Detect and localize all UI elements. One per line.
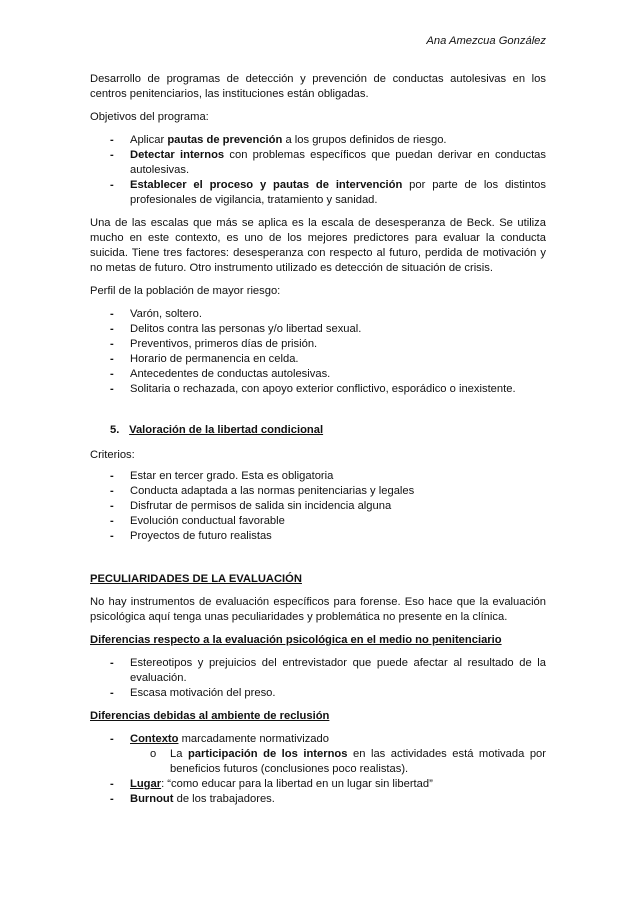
list-item: - Escasa motivación del preso. xyxy=(90,686,546,701)
risk-profile-label: Perfil de la población de mayor riesgo: xyxy=(90,285,281,297)
list-item: - Solitaria o rechazada, con apoyo exterior conflictivo, esporádico o inexistente. xyxy=(90,382,546,397)
context-sublist xyxy=(130,747,546,777)
list-item: - Establecer el proceso y pautas de intervención por parte de los distintos profesionales de vigilancia, tratamiento y sanidad. xyxy=(90,178,546,208)
list-item: - Disfrutar de permisos de salida sin incidencia alguna xyxy=(90,499,546,514)
differences-heading-2: Diferencias debidas al ambiente de reclusión xyxy=(90,710,330,722)
section-title: Valoración de la libertad condicional xyxy=(129,424,324,436)
criteria-list xyxy=(90,469,546,544)
list-item: - Antecedentes de conductas autolesivas. xyxy=(90,367,546,382)
differences-list-2 xyxy=(90,732,546,807)
header-author: Ana Amezcua González xyxy=(426,35,546,47)
section-5-heading xyxy=(110,423,546,438)
list-item: - Delitos contra las personas y/o libertad sexual. xyxy=(90,322,546,337)
peculiarities-heading: PECULIARIDADES DE LA EVALUACIÓN xyxy=(90,573,302,585)
differences-heading-1: Diferencias respecto a la evaluación psicológica en el medio no penitenciario xyxy=(90,634,502,646)
list-item: - Estereotipos y prejuicios del entrevistador que puede afectar al resultado de la evaluación. xyxy=(90,656,546,686)
list-item-burnout: - Burnout de los trabajadores. xyxy=(90,792,546,807)
list-item: - Estar en tercer grado. Esta es obligatoria xyxy=(90,469,546,484)
list-item: - Conducta adaptada a las normas penitenciarias y legales xyxy=(90,484,546,499)
document-body xyxy=(90,72,546,815)
sub-list-item: o La participación de los internos en las actividades está motivada por beneficios futuros (conclusiones poco realistas). xyxy=(130,747,546,777)
list-item: - Evolución conductual favorable xyxy=(90,514,546,529)
list-item: - Proyectos de futuro realistas xyxy=(90,529,546,544)
list-item: - Varón, soltero. xyxy=(90,307,546,322)
objectives-list xyxy=(90,133,546,208)
list-item: - Preventivos, primeros días de prisión. xyxy=(90,337,546,352)
objectives-label: Objetivos del programa: xyxy=(90,111,209,123)
differences-list-1 xyxy=(90,656,546,701)
list-item: - Detectar internos con problemas específicos que puedan derivar en conductas autolesivas. xyxy=(90,148,546,178)
intro-paragraph: Desarrollo de programas de detección y prevención de conductas autolesivas en los centros penitenciarios, las instituciones están obligadas. xyxy=(90,73,546,100)
list-item-context: - Contexto marcadamente normativizado o La participación de los internos en las actividades está motivada por beneficios futuros (conclusiones poco realistas). xyxy=(90,732,546,777)
list-item: - Horario de permanencia en celda. xyxy=(90,352,546,367)
list-item-place: - Lugar: “como educar para la libertad en un lugar sin libertad” xyxy=(90,777,546,792)
criteria-label: Criterios: xyxy=(90,449,135,461)
beck-paragraph: Una de las escalas que más se aplica es la escala de desesperanza de Beck. Se utiliza mucho en este contexto, es uno de los mejores predictores para evaluar la conducta suicida. Tiene tres factores: desesperanza con respecto al futuro, perdida de motivación y no metas de futuro. Otro instrumento utilizado es detección de situación de crisis. xyxy=(90,217,546,274)
risk-profile-list xyxy=(90,307,546,397)
list-item: - Aplicar pautas de prevención a los grupos definidos de riesgo. xyxy=(90,133,546,148)
section-number: 5. xyxy=(110,424,120,436)
peculiarities-paragraph: No hay instrumentos de evaluación específicos para forense. Eso hace que la evaluación psicológica aquí tenga unas peculiaridades y problemática no presente en la clínica. xyxy=(90,596,546,623)
